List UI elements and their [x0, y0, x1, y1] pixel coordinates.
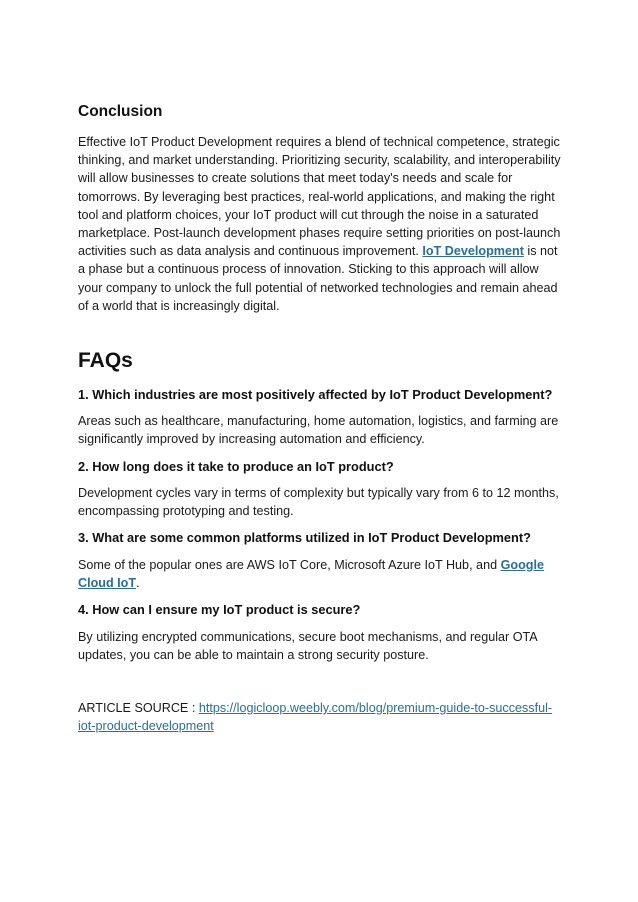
- faq-question-1: 1. Which industries are most positively affected by IoT Product Development?: [78, 387, 553, 402]
- faq-answer-3-text: Some of the popular ones are AWS IoT Core, Microsoft Azure IoT Hub, and: [78, 558, 501, 572]
- faq-question-4: 4. How can I ensure my IoT product is secure?: [78, 602, 361, 617]
- faq-answer-2: Development cycles vary in terms of complexity but typically vary from 6 to 12 months, encompassing prototyping and testing.: [78, 486, 559, 519]
- faq-question-3: 3. What are some common platforms utilized in IoT Product Development?: [78, 530, 531, 545]
- conclusion-text-before-link: Effective IoT Product Development requires a blend of technical competence, strategic thinking, and market understanding. Prioritizing security, scalability, and interoperability will allow businesses to create solutions that meet today's needs and scale for tomorrows. By leveraging best practices, real-world applications, and making the right tool and platform choices, your IoT product will cut through the noise in a saturated marketplace. Post-launch development phases require setting priorities on post-launch activities such as data analysis and continuous improvement.: [78, 135, 561, 259]
- google-cloud-iot-link[interactable]: Google Cloud IoT: [78, 558, 544, 591]
- faq-answer-4: By utilizing encrypted communications, secure boot mechanisms, and regular OTA updates, you can be able to maintain a strong security posture.: [78, 630, 537, 663]
- article-source: [78, 699, 558, 735]
- article-source-link[interactable]: https://logicloop.weebly.com/blog/premium-guide-to-successful-iot-product-development: [78, 701, 553, 734]
- conclusion-paragraph: [78, 133, 564, 315]
- faq-answer-3-end: .: [136, 576, 140, 591]
- conclusion-text-after-link: is not a phase but a continuous process of innovation. Sticking to this approach will allow your company to unlock the full potential of networked technologies and remain ahead of a world that is increasingly digital.: [78, 244, 558, 313]
- faqs-heading: FAQs: [78, 349, 133, 372]
- iot-development-link[interactable]: IoT Development: [422, 244, 524, 259]
- faq-question-2: 2. How long does it take to produce an IoT product?: [78, 459, 394, 474]
- conclusion-heading: Conclusion: [78, 103, 163, 120]
- faq-answer-1: Areas such as healthcare, manufacturing, home automation, logistics, and farming are significantly improved by increasing automation and efficiency.: [78, 414, 559, 447]
- faq-answer-3: [78, 556, 564, 592]
- article-source-label: ARTICLE SOURCE :: [78, 701, 199, 715]
